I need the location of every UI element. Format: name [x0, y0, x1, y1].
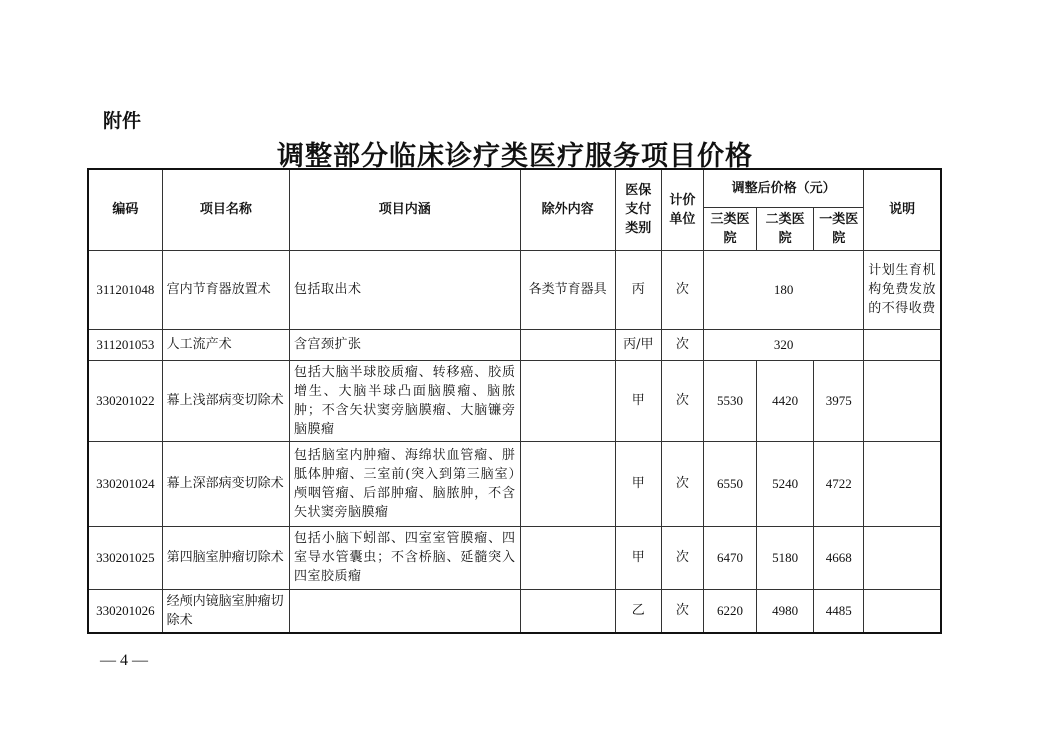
- cell-code: 330201026: [88, 589, 162, 633]
- document-title: 调整部分临床诊疗类医疗服务项目价格: [277, 141, 753, 172]
- cell-insurance: 甲: [615, 441, 661, 526]
- cell-price-class3: 6470: [703, 526, 756, 589]
- cell-price-class3: 6550: [703, 441, 756, 526]
- cell-name: 第四脑室肿瘤切除术: [162, 526, 289, 589]
- cell-insurance: 丙/甲: [615, 329, 661, 360]
- cell-unit: 次: [661, 329, 703, 360]
- cell-content: 包括大脑半球胶质瘤、转移癌、胶质增生、大脑半球凸面脑膜瘤、脑脓肿；不含矢状窦旁脑膜瘤、大脑镰旁脑膜瘤: [289, 360, 520, 441]
- cell-price-class2: 4420: [757, 360, 814, 441]
- cell-merged-price: 320: [703, 329, 863, 360]
- price-table: [87, 168, 942, 634]
- header-excluded: 除外内容: [520, 169, 615, 250]
- cell-unit: 次: [661, 526, 703, 589]
- cell-insurance: 乙: [615, 589, 661, 633]
- cell-name: 宫内节育器放置术: [162, 250, 289, 329]
- cell-name: 幕上深部病变切除术: [162, 441, 289, 526]
- cell-unit: 次: [661, 360, 703, 441]
- page-number: — 4 —: [100, 652, 148, 669]
- cell-unit: 次: [661, 589, 703, 633]
- cell-note: [864, 589, 941, 633]
- header-adjusted-price: 调整后价格（元）: [703, 169, 863, 207]
- attachment-label: 附件: [103, 110, 142, 132]
- header-name: 项目名称: [162, 169, 289, 250]
- cell-insurance: 甲: [615, 360, 661, 441]
- cell-content: [289, 589, 520, 633]
- cell-note: [864, 360, 941, 441]
- cell-code: 311201053: [88, 329, 162, 360]
- cell-note: [864, 526, 941, 589]
- cell-excluded: [520, 441, 615, 526]
- cell-price-class1: 4668: [814, 526, 864, 589]
- cell-excluded: [520, 526, 615, 589]
- header-class2: 二类医院: [757, 207, 814, 250]
- cell-note: [864, 329, 941, 360]
- cell-insurance: 丙: [615, 250, 661, 329]
- cell-name: 经颅内镜脑室肿瘤切除术: [162, 589, 289, 633]
- cell-note: [864, 441, 941, 526]
- cell-excluded: [520, 360, 615, 441]
- cell-content: 包括小脑下蚓部、四室室管膜瘤、四室导水管囊虫；不含桥脑、延髓突入四室胶质瘤: [289, 526, 520, 589]
- cell-excluded: [520, 329, 615, 360]
- cell-price-class1: 4485: [814, 589, 864, 633]
- cell-price-class1: 3975: [814, 360, 864, 441]
- cell-merged-price: 180: [703, 250, 863, 329]
- table-row: [88, 526, 941, 589]
- header-note: 说明: [864, 169, 941, 250]
- cell-code: 311201048: [88, 250, 162, 329]
- header-content: 项目内涵: [289, 169, 520, 250]
- header-insurance: 医保支付类别: [615, 169, 661, 250]
- cell-code: 330201022: [88, 360, 162, 441]
- cell-name: 人工流产术: [162, 329, 289, 360]
- cell-excluded: 各类节育器具: [520, 250, 615, 329]
- cell-content: 包括取出术: [289, 250, 520, 329]
- cell-content: 包括脑室内肿瘤、海绵状血管瘤、胼胝体肿瘤、三室前(突入到第三脑室）颅咽管瘤、后部肿瘤、脑脓肿，不含矢状窦旁脑膜瘤: [289, 441, 520, 526]
- cell-unit: 次: [661, 441, 703, 526]
- header-unit: 计价单位: [661, 169, 703, 250]
- cell-price-class3: 6220: [703, 589, 756, 633]
- cell-content: 含宫颈扩张: [289, 329, 520, 360]
- table-row: [88, 589, 941, 633]
- cell-price-class3: 5530: [703, 360, 756, 441]
- header-code: 编码: [88, 169, 162, 250]
- cell-price-class2: 5180: [757, 526, 814, 589]
- table-row: [88, 441, 941, 526]
- table-row: [88, 250, 941, 329]
- cell-unit: 次: [661, 250, 703, 329]
- header-class1: 一类医院: [814, 207, 864, 250]
- cell-code: 330201024: [88, 441, 162, 526]
- cell-price-class1: 4722: [814, 441, 864, 526]
- table-row: [88, 329, 941, 360]
- table-row: [88, 360, 941, 441]
- cell-code: 330201025: [88, 526, 162, 589]
- header-class3: 三类医院: [703, 207, 756, 250]
- cell-price-class2: 5240: [757, 441, 814, 526]
- cell-name: 幕上浅部病变切除术: [162, 360, 289, 441]
- cell-insurance: 甲: [615, 526, 661, 589]
- cell-price-class2: 4980: [757, 589, 814, 633]
- cell-note: 计划生育机构免费发放的不得收费: [864, 250, 941, 329]
- cell-excluded: [520, 589, 615, 633]
